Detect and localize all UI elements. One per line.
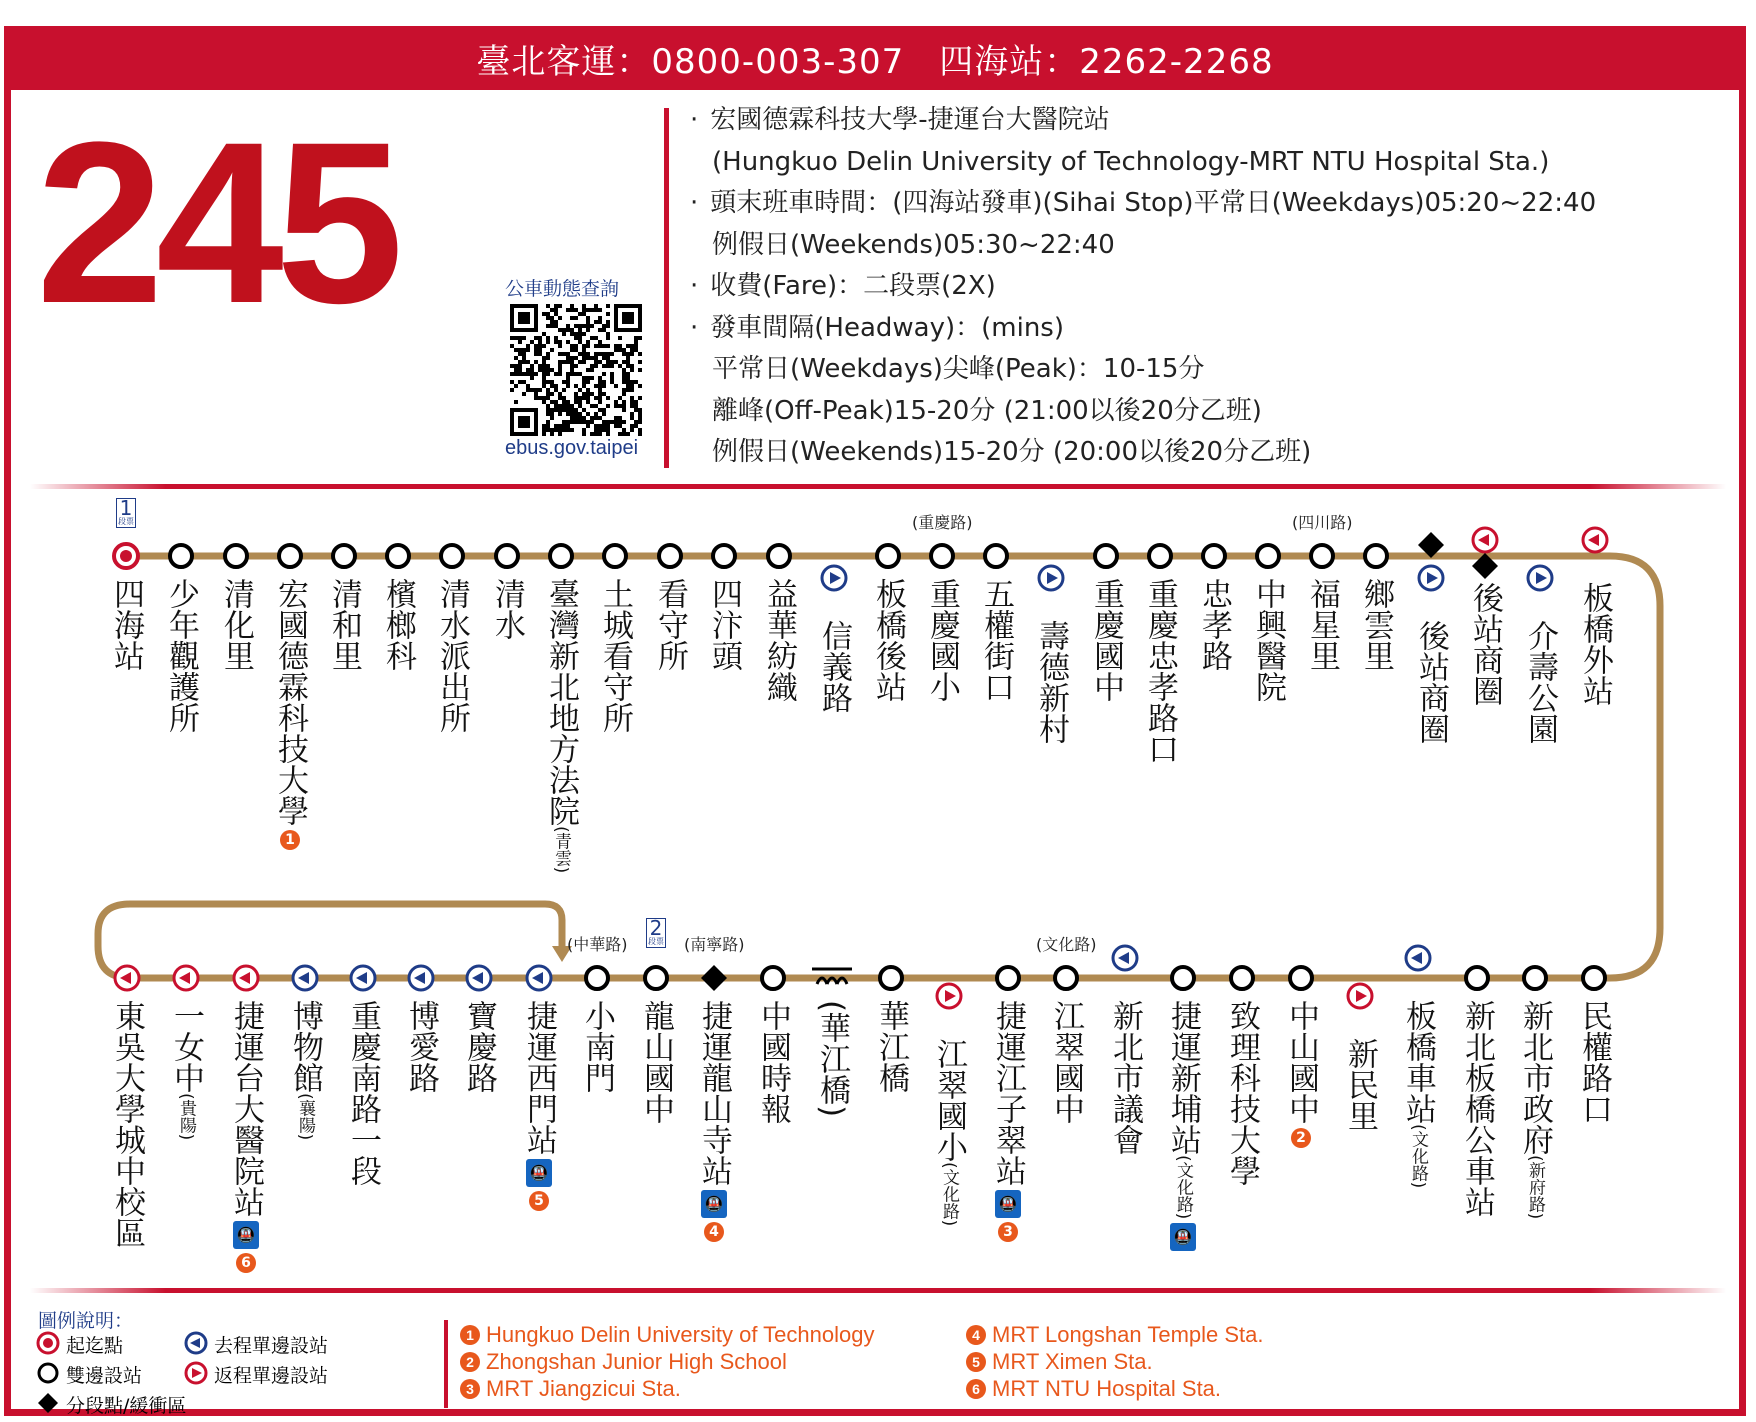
stop-name: 福星里 [1304,578,1340,671]
stop[interactable] [99,578,153,671]
stop-marker [1466,967,1488,989]
stop[interactable] [1349,578,1403,671]
stop[interactable] [969,578,1023,702]
stop-marker [1473,528,1497,552]
stop-name: 中國時報 [755,1000,791,1124]
stop[interactable] [1404,620,1458,744]
stop-name: 土城看守所 [597,578,633,733]
legend [38,1306,133,1333]
stop[interactable] [1295,578,1349,671]
stop[interactable] [317,578,371,671]
stop-marker [409,966,433,990]
stop-marker [604,545,626,567]
stop-marker [1257,545,1279,567]
stop-note: (襄陽) [295,1093,315,1141]
stop-marker [1524,967,1546,989]
stop-marker [441,545,463,567]
stop[interactable] [807,620,861,713]
stop[interactable] [534,578,588,873]
info-line: 例假日(Weekends)15-20分 (20:00以後20分乙班) [712,437,1312,467]
stop[interactable] [752,578,806,702]
legend-item: 分段點/緩衝區 [66,1395,187,1417]
fare-segment-badge: 2 段票 [648,916,664,946]
stop[interactable] [1156,1000,1210,1251]
stop-name: 中山國中 [1283,1000,1319,1124]
stop[interactable] [922,1038,976,1226]
landmark-legend-item [966,1349,1153,1375]
stop-name: 博愛路 [403,1000,439,1093]
stop-marker [115,966,139,990]
stop-name: 四汴頭 [706,578,742,671]
stop-name: (華江橋) [814,1000,850,1118]
fare-segment-badge: 1 段票 [118,496,134,526]
stop-name: 清和里 [326,578,362,671]
stop[interactable] [452,1000,506,1093]
stop[interactable] [1024,620,1078,744]
stop[interactable] [1333,1038,1387,1131]
road-tag: (重慶路) [912,513,973,532]
stop-marker [387,545,409,567]
stop[interactable] [1274,1000,1328,1148]
stop-name: 壽德新村 [1033,620,1069,744]
road-tag: (南寧路) [684,935,745,954]
road-tag: (中華路) [567,935,628,954]
stop[interactable] [1568,582,1622,706]
landmark-legend-item [460,1349,787,1375]
stop-name: 五權街口 [978,578,1014,702]
stop[interactable] [746,1000,800,1124]
stop-name: 捷運江子翠站 [990,1000,1026,1186]
landmark-name: MRT NTU Hospital Sta. [992,1376,1222,1401]
road-tag: (四川路) [1292,513,1353,532]
landmark-legend-item [966,1322,1264,1348]
stop-name: 新北市政府 [1517,1000,1553,1155]
stop[interactable] [1039,1000,1093,1124]
stop[interactable] [100,1000,154,1248]
landmark-number: 2 [460,1352,480,1372]
stop-marker [1055,967,1077,989]
stop-marker [985,545,1007,567]
stop-marker [1348,984,1372,1008]
info-line: 離峰(Off-Peak)15-20分 (21:00以後20分乙班) [712,395,1262,426]
stop-name: 捷運龍山寺站 [696,1000,732,1186]
stop-marker [1231,967,1253,989]
stop[interactable] [480,578,534,640]
stop[interactable] [570,1000,624,1093]
hotline-text: 臺北客運：0800-003-307 四海站：2262-2268 [476,41,1274,82]
stop-name: 宏國德霖科技大學 [272,578,308,826]
stop-marker [1172,967,1194,989]
qr-url: ebus.gov.taipei [505,437,639,459]
stop[interactable] [1215,1000,1269,1186]
stop-marker [1039,566,1063,590]
stop-name: 一女中 [168,1000,204,1093]
stop-marker [877,545,899,567]
landmark-number: 5 [966,1352,986,1372]
landmark-name: Zhongshan Junior High School [486,1349,787,1374]
landmark-number: 4 [704,1222,724,1242]
stop-marker [1290,967,1312,989]
stop-name: 後站商圈 [1467,582,1503,706]
stop-marker [1203,545,1225,567]
stop-name: 檳榔科 [380,578,416,671]
stop[interactable] [394,1000,448,1093]
stop-name: 中興醫院 [1250,578,1286,702]
stop-note: (新府路) [1525,1155,1545,1220]
stop-name: 板橋車站 [1400,1000,1436,1124]
stop-name: 新北板橋公車站 [1459,1000,1495,1217]
legend-item: 雙邊設站 [66,1365,143,1387]
stop-note: (青雲) [551,826,571,874]
stop-name: 捷運西門站 [521,1000,557,1155]
stop[interactable] [425,578,479,733]
stop-name: 清水 [489,578,525,640]
stop-name: 捷運台大醫院站 [228,1000,264,1217]
stop-marker [1113,946,1137,970]
stop[interactable] [336,1000,390,1186]
stop-name: 重慶南路一段 [345,1000,381,1186]
stop-name: 龍山國中 [638,1000,674,1124]
stop-name: 看守所 [652,578,688,671]
stop[interactable] [861,578,915,702]
stop[interactable] [643,578,697,671]
stop-marker [225,545,247,567]
stop-name: 新民里 [1342,1038,1378,1131]
stop-name: 介壽公園 [1522,620,1558,744]
route-number: 245 [36,94,396,351]
landmark-number: 5 [529,1191,549,1211]
info-line: · 收費(Fare)：二段票(2X) [690,266,1596,308]
info-line: · 頭末班車時間：(四海站發車)(Sihai Stop)平常日(Weekdays)05:20~22:40 [690,183,1596,225]
stop[interactable] [687,1000,741,1242]
stop-note: (文化路) [1408,1124,1428,1189]
stop-marker [293,966,317,990]
landmark-legend-item [460,1376,681,1402]
stop[interactable] [1458,582,1512,706]
stop[interactable] [159,1000,213,1140]
stop-name: 江翠國小 [931,1038,967,1162]
info-line: (Hungkuo Delin University of Technology-MRT NTU Hospital Sta.) [712,146,1550,177]
stop[interactable] [512,1000,566,1211]
stop-name: 鄉雲里 [1358,578,1394,671]
info-line: · 發車間隔(Headway)：(mins) [690,308,1596,350]
stop-marker [937,984,961,1008]
stop-name: 益華紡織 [761,578,797,702]
stop-marker [713,545,735,567]
info-line: · 宏國德霖科技大學-捷運台大醫院站 [690,100,1596,142]
stop[interactable] [981,1000,1035,1242]
road-tag: (文化路) [1036,935,1097,954]
stop-marker [1528,566,1552,590]
stop-name: 江翠國中 [1048,1000,1084,1124]
stop-name: 少年觀護所 [163,578,199,733]
stop-marker [550,545,572,567]
stop-note: (文化路) [1173,1155,1193,1220]
mrt-train-icon: 🚇 [233,1221,259,1249]
stop-name: 東吳大學城中校區 [109,1000,145,1248]
stop-marker [174,966,198,990]
stop-marker [351,966,375,990]
mrt-train-icon: 🚇 [1170,1223,1196,1251]
landmark-name: MRT Ximen Sta. [992,1349,1153,1374]
stop-name: 重慶國小 [924,578,960,702]
stop[interactable] [805,1000,859,1117]
stop-marker [822,566,846,590]
landmark-legend-item [460,1322,874,1348]
landmark-name: MRT Jiangzicui Sta. [486,1376,681,1401]
stop[interactable] [371,578,425,671]
landmark-number: 1 [460,1325,480,1345]
stop[interactable] [629,1000,683,1124]
stop-marker [333,545,355,567]
stop[interactable] [1079,578,1133,702]
legend-divider [444,1320,448,1408]
stop[interactable] [697,578,751,671]
landmark-legend-item [966,1376,1221,1402]
stop-name: 新北市議會 [1107,1000,1143,1155]
stop[interactable] [1508,1000,1562,1219]
landmark-number: 3 [460,1379,480,1399]
stop-marker [170,545,192,567]
stop-name: 四海站 [108,578,144,671]
stop-marker [931,545,953,567]
stop-marker [234,966,258,990]
stop-marker [997,967,1019,989]
stop-name: 小南門 [579,1000,615,1093]
stop-marker [645,967,667,989]
stop[interactable] [1450,1000,1504,1217]
qr-label: 公車動態查詢 [505,278,620,300]
mrt-train-icon: 🚇 [701,1190,727,1218]
stop[interactable] [588,578,642,733]
stop[interactable] [1241,578,1295,702]
stop-name: 寶慶路 [461,1000,497,1093]
stop[interactable] [1098,1000,1152,1155]
stop-name: 後站商圈 [1413,620,1449,744]
landmark-number: 3 [998,1222,1018,1242]
landmark-number: 6 [236,1253,256,1273]
stop-marker [768,545,790,567]
landmark-number: 6 [966,1379,986,1399]
stop-marker [496,545,518,567]
stop[interactable] [1133,578,1187,764]
info-line: 例假日(Weekends)05:30~22:40 [712,229,1115,260]
stop[interactable] [263,578,317,850]
info-line: 平常日(Weekdays)尖峰(Peak)：10-15分 [712,354,1205,384]
stop[interactable] [915,578,969,702]
stop-marker [1583,528,1607,552]
landmark-name: MRT Longshan Temple Sta. [992,1322,1264,1347]
stop-marker [114,544,138,568]
stop-name: 忠孝路 [1196,578,1232,671]
legend-item: 返程單邊設站 [214,1365,329,1387]
stop-name: 華江橋 [873,1000,909,1093]
stop[interactable] [1391,1000,1445,1188]
stop-marker [586,967,608,989]
stop-name: 民權路口 [1576,1000,1612,1124]
stop-name: 清化里 [218,578,254,671]
stop-note: (文化路) [939,1162,959,1227]
stop[interactable] [209,578,263,671]
legend-title: 圖例說明： [38,1310,134,1332]
stop[interactable] [1187,578,1241,671]
stop-marker [279,545,301,567]
stop-name: 板橋外站 [1577,582,1613,706]
landmark-number: 1 [280,830,300,850]
stop-name: 臺灣新北地方法院 [543,578,579,826]
stop-name: 重慶國中 [1088,578,1124,702]
stop-name: 捷運新埔站 [1165,1000,1201,1155]
stop[interactable] [219,1000,273,1273]
landmark-name: Hungkuo Delin University of Technology [486,1322,875,1347]
stop-marker [1311,545,1333,567]
stop[interactable] [864,1000,918,1093]
stop-marker [1149,545,1171,567]
stop[interactable] [278,1000,332,1140]
stop-marker [1095,545,1117,567]
stop-marker [659,545,681,567]
stop-marker [467,966,491,990]
stop[interactable] [154,578,208,733]
mrt-train-icon: 🚇 [995,1190,1021,1218]
stop-name: 信義路 [816,620,852,713]
stop-name: 清水派出所 [434,578,470,733]
landmark-number: 2 [1291,1128,1311,1148]
stop-marker [701,965,727,991]
stop-name: 板橋後站 [870,578,906,702]
stop-marker [1583,967,1605,989]
stop[interactable] [1513,620,1567,744]
landmark-number: 4 [966,1325,986,1345]
stop-marker [1419,566,1443,590]
stop-marker [880,967,902,989]
mrt-train-icon: 🚇 [526,1159,552,1187]
stop-marker [1406,946,1430,970]
stop-name: 博物館 [287,1000,323,1093]
stop-marker [1365,545,1387,567]
stop[interactable] [1567,1000,1621,1124]
stop-marker [527,966,551,990]
stop-name: 重慶忠孝路口 [1142,578,1178,764]
legend-item: 起迄點 [66,1335,124,1357]
legend-item: 去程單邊設站 [214,1335,329,1357]
stop-name: 致理科技大學 [1224,1000,1260,1186]
stop-note: (貴陽) [176,1093,196,1141]
stop-marker [762,967,784,989]
